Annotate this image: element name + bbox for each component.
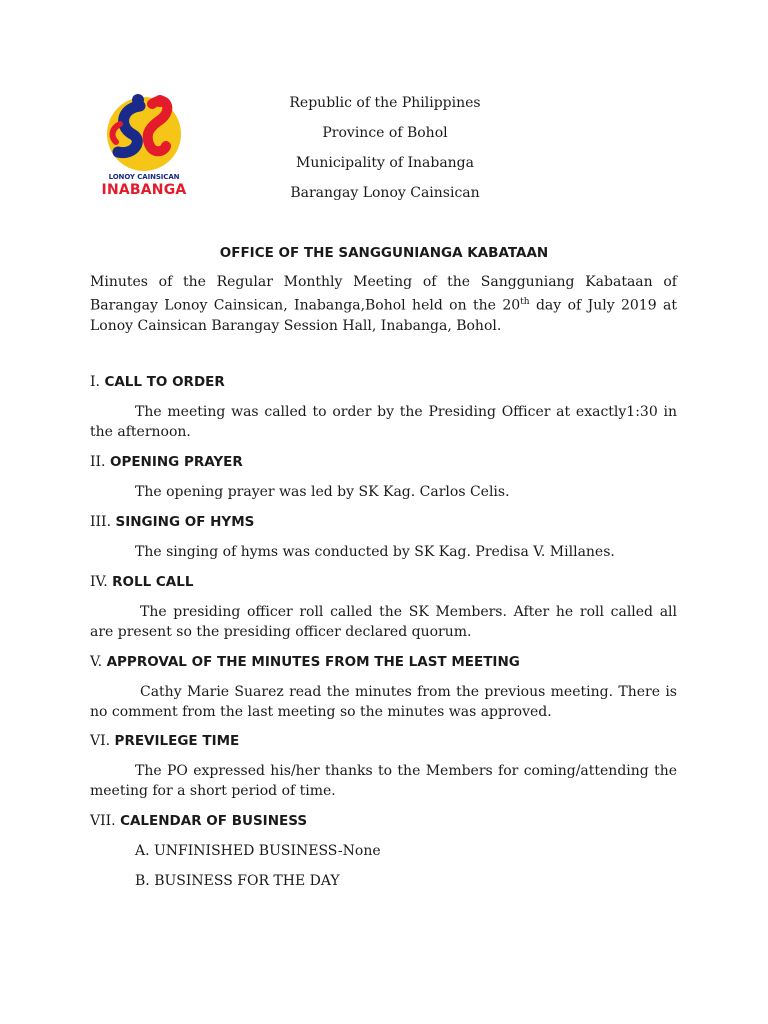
- section-call-to-order: [90, 372, 677, 442]
- section-label: PREVILEGE TIME: [114, 733, 240, 749]
- section-label: CALL TO ORDER: [104, 374, 225, 390]
- letterhead-line-country: Republic of the Philippines: [289, 95, 481, 111]
- section-heading: [90, 452, 677, 472]
- section-previlege-time: [90, 731, 677, 801]
- document-title: OFFICE OF THE SANGGUNIANGA KABATAAN: [219, 245, 549, 261]
- section-label: OPENING PRAYER: [109, 454, 243, 470]
- section-roll-call: [90, 572, 677, 642]
- section-number: IV.: [90, 574, 113, 590]
- barangay-logo: [94, 90, 206, 202]
- section-body: The presiding officer roll called the SK Members. After he roll called all are present so the presiding officer declared quorum.: [90, 604, 677, 640]
- section-singing-of-hyms: [90, 512, 677, 562]
- section-number: II.: [90, 454, 110, 470]
- logo-text-top: LONOY CAINSICAN: [108, 173, 180, 181]
- logo-emblem-icon: [94, 90, 194, 175]
- letterhead-line-barangay: Barangay Lonoy Cainsican: [290, 185, 480, 201]
- section-label: CALENDAR OF BUSINESS: [120, 813, 308, 829]
- section-body: Cathy Marie Suarez read the minutes from the previous meeting. There is no comment from the last meeting so the minutes was approved.: [90, 684, 677, 720]
- letterhead: [230, 93, 540, 213]
- section-body: The opening prayer was led by SK Kag. Carlos Celis.: [135, 484, 510, 500]
- section-heading: [90, 372, 677, 392]
- letterhead-line-province: Province of Bohol: [322, 125, 448, 141]
- logo-text-bottom: INABANGA: [101, 182, 187, 198]
- section-heading: [90, 652, 677, 672]
- section-number: VI.: [90, 733, 115, 749]
- section-label: SINGING OF HYMS: [115, 514, 255, 530]
- section-number: I.: [90, 374, 105, 390]
- section-opening-prayer: [90, 452, 677, 502]
- section-heading: [90, 572, 677, 592]
- section-number: V.: [90, 654, 107, 670]
- business-item-unfinished: A. UNFINISHED BUSINESS-None: [135, 843, 381, 859]
- section-approval-of-minutes: [90, 652, 677, 722]
- intro-superscript: th: [520, 297, 530, 307]
- section-calendar-of-business: [90, 811, 677, 831]
- section-heading: [90, 512, 677, 532]
- section-number: III.: [90, 514, 116, 530]
- section-heading: [90, 731, 677, 751]
- section-body: The PO expressed his/her thanks to the Members for coming/attending the meeting for a short period of time.: [90, 763, 677, 799]
- letterhead-line-municipality: Municipality of Inabanga: [295, 155, 474, 171]
- section-label: APPROVAL OF THE MINUTES FROM THE LAST MEETING: [106, 654, 520, 670]
- section-number: VII.: [90, 813, 121, 829]
- section-heading: [90, 811, 677, 831]
- intro-text-start: Minutes of the Regular Monthly Meeting of the Sangguniang Kabataan of Barangay Lonoy Cainsican, Inabanga,Bohol held on the 20: [90, 274, 677, 314]
- section-body: The singing of hyms was conducted by SK Kag. Predisa V. Millanes.: [135, 544, 615, 560]
- section-body: The meeting was called to order by the Presiding Officer at exactly1:30 in the afternoon.: [90, 404, 677, 440]
- intro-text-end: day of July 2019 at Lonoy Cainsican Barangay Session Hall, Inabanga, Bohol.: [90, 297, 677, 334]
- intro-paragraph: [90, 272, 677, 336]
- section-label: ROLL CALL: [112, 574, 194, 590]
- business-item-for-the-day: B. BUSINESS FOR THE DAY: [135, 873, 340, 889]
